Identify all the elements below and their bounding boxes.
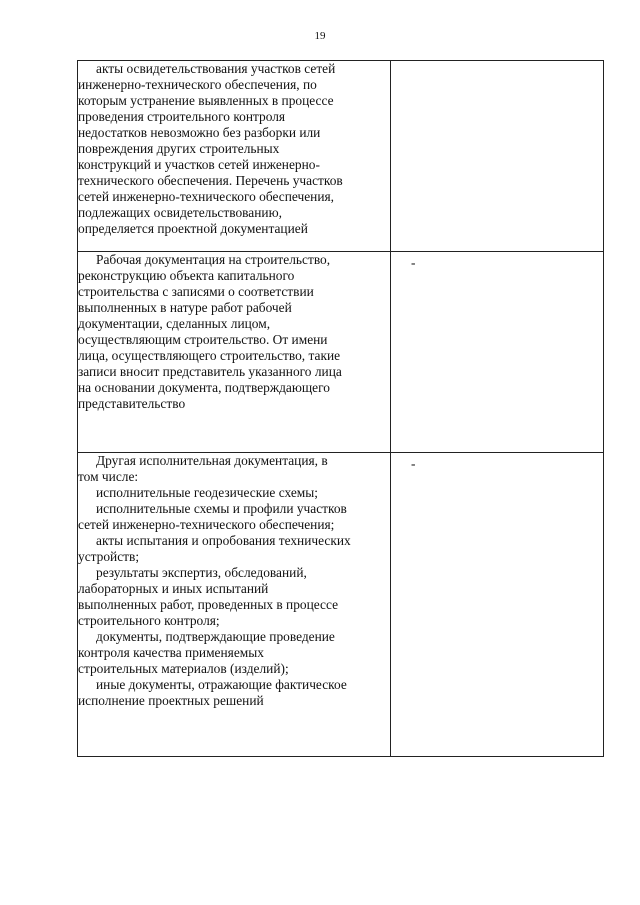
text-line: Рабочая документация на строительство, — [96, 252, 331, 267]
description-cell — [78, 61, 391, 252]
text-line: проведения строительного контроля — [78, 109, 286, 124]
text-line: выполненных в натуре работ рабочей — [78, 300, 292, 315]
text-line: том числе: — [78, 469, 139, 484]
text-line: определяется проектной документацией — [78, 221, 308, 236]
value-cell — [391, 453, 604, 757]
value-cell — [391, 252, 604, 453]
text-line: технического обеспечения. Перечень участков — [78, 173, 343, 188]
text-line: повреждения других строительных — [78, 141, 280, 156]
text-line: строительства с записями о соответствии — [78, 284, 314, 299]
table-row — [78, 61, 604, 252]
text-line: исполнительные геодезические схемы; — [96, 485, 318, 500]
table-row — [78, 453, 604, 757]
text-line: сетей инженерно-технического обеспечения, — [78, 189, 335, 204]
text-line: инженерно-технического обеспечения, по — [78, 77, 317, 92]
text-line: записи вносит представитель указанного лица — [78, 364, 342, 379]
value-text: - — [411, 456, 416, 471]
text-line: лица, осуществляющего строительство, такие — [78, 348, 341, 363]
text-line: документы, подтверждающие проведение — [96, 629, 335, 644]
text-line: недостатков невозможно без разборки или — [78, 125, 321, 140]
documentation-table — [77, 60, 604, 757]
text-line: подлежащих освидетельствованию, — [78, 205, 282, 220]
page-number: 19 — [314, 30, 326, 42]
text-line: результаты экспертиз, обследований, — [96, 565, 307, 580]
value-cell — [391, 61, 604, 252]
text-line: конструкций и участков сетей инженерно- — [78, 157, 320, 172]
value-text — [391, 61, 603, 64]
text-line: представительство — [78, 396, 186, 411]
description-cell — [78, 453, 391, 757]
text-line: лабораторных и иных испытаний — [78, 581, 269, 596]
text-line: устройств; — [78, 549, 140, 564]
text-line: на основании документа, подтверждающего — [78, 380, 330, 395]
description-cell — [78, 252, 391, 453]
text-line: выполненных работ, проведенных в процессе — [78, 597, 339, 612]
text-line: иные документы, отражающие фактическое — [96, 677, 347, 692]
text-line: реконструкцию объекта капитального — [78, 268, 295, 283]
text-line: исполнение проектных решений — [78, 693, 264, 708]
text-line: строительного контроля; — [78, 613, 220, 628]
text-line: которым устранение выявленных в процессе — [78, 93, 334, 108]
text-line: Другая исполнительная документация, в — [96, 453, 328, 468]
text-line: контроля качества применяемых — [78, 645, 264, 660]
text-line: исполнительные схемы и профили участков — [96, 501, 347, 516]
text-line: осуществляющим строительство. От имени — [78, 332, 328, 347]
table-row — [78, 252, 604, 453]
text-line: акты освидетельствования участков сетей — [96, 61, 336, 76]
value-text: - — [411, 255, 416, 270]
text-line: документации, сделанных лицом, — [78, 316, 271, 331]
text-line: акты испытания и опробования технических — [96, 533, 351, 548]
text-line: сетей инженерно-технического обеспечения; — [78, 517, 335, 532]
text-line: строительных материалов (изделий); — [78, 661, 289, 676]
